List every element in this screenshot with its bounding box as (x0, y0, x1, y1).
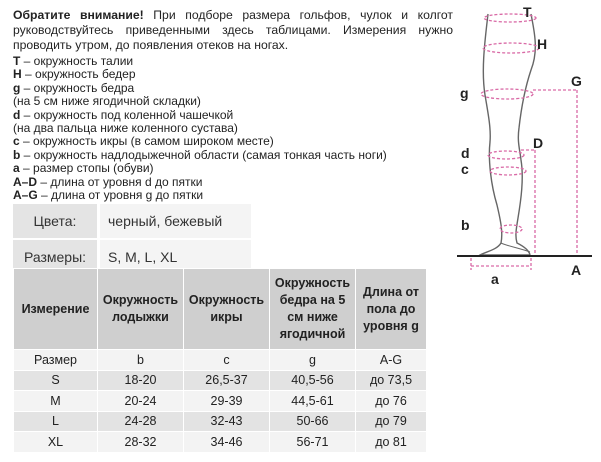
table-cell: 26,5-37 (184, 370, 270, 391)
legend-key: c (13, 134, 20, 149)
legend-text: – окружность талии (20, 54, 134, 68)
leg-diagram (455, 0, 601, 290)
intro-paragraph (13, 8, 453, 53)
table-cell: S (14, 370, 98, 391)
label-d: d (461, 145, 470, 161)
colors-row (13, 204, 251, 240)
knee-measure-ring (488, 151, 524, 159)
table-cell: 28-32 (98, 432, 184, 453)
table-cell: 18-20 (98, 370, 184, 391)
table-cell: 24-28 (98, 411, 184, 432)
table-row (14, 370, 427, 391)
label-A: A (571, 262, 582, 278)
product-info-table (13, 204, 251, 276)
legend-row (13, 149, 453, 162)
legend-text: – окружность бедра (20, 80, 135, 95)
header-calf-girth: Окружность икры (184, 269, 270, 350)
foot-contour (501, 243, 530, 252)
table-cell: 34-46 (184, 432, 270, 453)
label-H: H (537, 36, 548, 52)
colors-label: Цвета: (13, 204, 97, 240)
legend-row (13, 109, 453, 122)
table-cell: c (184, 350, 270, 371)
legend-key: a (13, 161, 20, 176)
table-cell: g (270, 350, 356, 371)
table-cell: до 81 (356, 432, 427, 453)
table-cell: 32-43 (184, 411, 270, 432)
legend-text: (на 5 см ниже ягодичной складки) (13, 94, 201, 109)
table-cell: 56-71 (270, 432, 356, 453)
legend-key: A–D (13, 174, 38, 189)
header-thigh-girth: Окружность бедра на 5 см ниже ягодичной (270, 269, 356, 350)
legend-text: – окружность икры (в самом широком месте) (19, 134, 274, 149)
table-cell: до 79 (356, 411, 427, 432)
sizes-value: S, M, L, XL (97, 240, 251, 276)
measurement-lines (471, 14, 577, 270)
label-b: b (461, 217, 470, 233)
legend-row (13, 95, 453, 108)
colors-value: черный, бежевый (97, 204, 251, 240)
legend-text: – длина от уровня g до пятки (37, 188, 204, 203)
sizes-label: Размеры: (13, 240, 97, 276)
size-chart-table (13, 268, 427, 453)
table-cell: до 73,5 (356, 370, 427, 391)
ankle-measure-ring (500, 225, 522, 233)
header-measurement: Измерение (14, 269, 98, 350)
legend-text: – окружность бедер (21, 67, 136, 82)
legend-text: (на два пальца ниже коленного сустава) (13, 121, 238, 136)
table-row (14, 350, 427, 371)
table-row (14, 411, 427, 432)
legend-row (13, 162, 453, 175)
measurement-legend (13, 55, 453, 202)
legend-key: d (13, 107, 21, 122)
legend-text: – окружность под коленной чашечкой (20, 107, 234, 122)
label-D: D (533, 135, 544, 151)
intro-notice: Обратите внимание! (13, 8, 144, 22)
table-cell: L (14, 411, 98, 432)
table-cell: XL (14, 432, 98, 453)
label-c: c (461, 161, 469, 177)
legend-key: H (13, 67, 22, 82)
calf-measure-ring (490, 167, 526, 175)
table-cell: 29-39 (184, 391, 270, 412)
legend-row (13, 135, 453, 148)
leg-outline (480, 14, 535, 255)
label-g: g (460, 85, 469, 101)
size-table-body (14, 350, 427, 453)
hip-measure-ring (483, 43, 539, 53)
header-length: Длина от пола до уровня g (356, 269, 427, 350)
legend-text: – длина от уровня d до пятки (37, 174, 203, 189)
table-cell: 20-24 (98, 391, 184, 412)
header-ankle-girth: Окружность лодыжки (98, 269, 184, 350)
legend-text: – размер стопы (обуви) (19, 161, 154, 176)
table-cell: до 76 (356, 391, 427, 412)
table-cell: 50-66 (270, 411, 356, 432)
legend-text: – окружность надлодыжечной области (самая тонкая часть ноги) (20, 147, 387, 162)
label-a: a (491, 271, 499, 287)
legend-key: A–G (13, 188, 38, 203)
label-G: G (571, 73, 582, 89)
legend-key: g (13, 80, 21, 95)
table-cell: 40,5-56 (270, 370, 356, 391)
legend-row (13, 122, 453, 135)
table-cell: Размер (14, 350, 98, 371)
table-row (14, 432, 427, 453)
legend-row (13, 82, 453, 95)
table-cell: M (14, 391, 98, 412)
table-cell: A-G (356, 350, 427, 371)
legend-key: b (13, 147, 21, 162)
legend-row (13, 176, 453, 189)
legend-row (13, 189, 453, 202)
table-row (14, 391, 427, 412)
legend-key: T (13, 54, 21, 68)
legend-row (13, 55, 453, 68)
intro-text: При подборе размера гольфов, чулок и колгот руководствуйтесь приведенными здесь таблицами. Измерения нужно проводить утром, до появления отеков на ногах. (13, 8, 453, 52)
table-cell: 44,5-61 (270, 391, 356, 412)
size-table-header-row (14, 269, 427, 350)
table-cell: b (98, 350, 184, 371)
legend-row (13, 68, 453, 81)
label-T: T (523, 4, 532, 20)
